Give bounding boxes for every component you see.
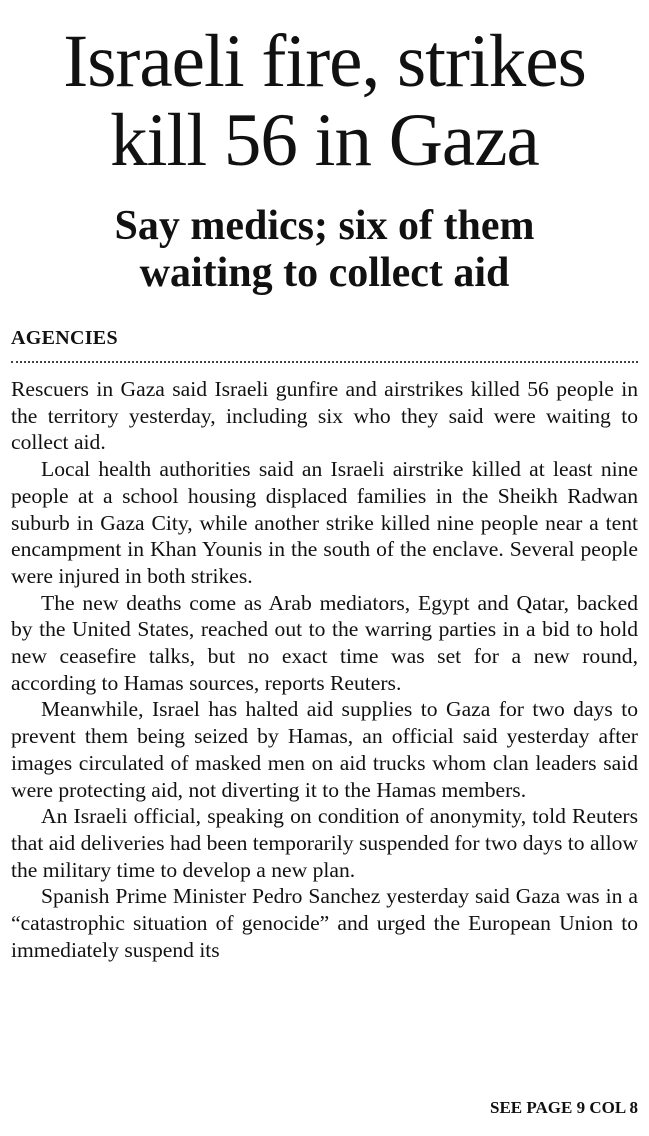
headline	[0, 22, 649, 180]
paragraph-2: Local health authorities said an Israeli airstrike killed at least nine people at a school housing displaced families in the Sheikh Radwan suburb in Gaza City, while another strike killed nine people near a tent encampment in Khan Younis in the south of the enclave. Several people were injured in both strikes.	[11, 457, 638, 588]
headline-line-2: kill 56 in Gaza	[110, 99, 539, 182]
article-body	[11, 376, 638, 963]
headline-line-1: Israeli fire, strikes	[63, 20, 586, 103]
subheadline-line-1: Say medics; six of them	[114, 203, 535, 249]
paragraph-1: Rescuers in Gaza said Israeli gunfire and airstrikes killed 56 people in the territory yesterday, including six who they said were waiting to collect aid.	[11, 377, 638, 455]
paragraph-5: An Israeli official, speaking on condition of anonymity, told Reuters that aid deliveries had been temporarily suspended for two days to allow the military time to develop a new plan.	[11, 804, 638, 882]
subheadline	[0, 203, 649, 297]
subheadline-line-2: waiting to collect aid	[139, 250, 510, 296]
paragraph-3: The new deaths come as Arab mediators, Egypt and Qatar, backed by the United States, reached out to the warring parties in a bid to hold new ceasefire talks, but no exact time was set for a new round, according to Hamas sources, reports Reuters.	[11, 590, 638, 695]
byline: AGENCIES	[11, 327, 118, 349]
paragraph-4: Meanwhile, Israel has halted aid supplies to Gaza for two days to prevent them being seized by Hamas, an official said yesterday after images circulated of masked men on aid trucks whom clan leaders said were protecting aid, not diverting it to the Hamas members.	[11, 697, 638, 802]
dotted-divider	[11, 361, 638, 363]
paragraph-6: Spanish Prime Minister Pedro Sanchez yesterday said Gaza was in a “catastrophic situation of genocide” and urged the European Union to immediately suspend its	[11, 884, 638, 962]
continued-on-page-line: SEE PAGE 9 COL 8	[490, 1098, 638, 1117]
